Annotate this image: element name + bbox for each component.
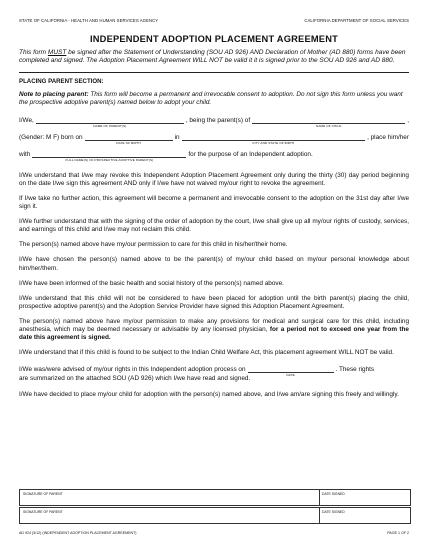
department-name: CALIFORNIA DEPARTMENT OF SOCIAL SERVICES [304,18,409,23]
advised-line: I/We was/were advised of my/our rights in this Independent adoption process on DATE . These rights [19,366,375,378]
paragraph-icwa: I/We understand that if this child is found to be subject to the Indian Child Welfare Act, this placement agreement WILL NOT be valid. [19,349,394,357]
date-signed-label: DATE SIGNED [322,492,345,496]
parent-signature-row-2[interactable] [19,507,411,524]
page-number: PAGE 1 OF 2 [387,531,409,535]
paragraph-custody: I/We further understand that with the signing of the order of adoption by the court, I/we shall give up all my/our rights of custody, services, and earnings of this child and I/we may not reclaim this child. [19,218,409,234]
paragraph-placement: I/We understand that this child will not be considered to have been placed for adoption until the birth parent(s) placing the child, prospective adoptive parent(s) and the Adoption Service Provider have signed this Adoption Placement Agreement. [19,294,409,310]
birth-city-state-field[interactable]: CITY AND STATE OF BIRTH [182,133,366,141]
signature-divider [319,490,320,505]
note-to-placing-parent: Note to placing parent: This form will become a permanent and irrevocable consent to adoption. Do not sign this form unless you want the prospective adoptive parent(s) named below to adopt your child. [19,90,403,106]
form-number: AD 924 (3/12) (INDEPENDENT ADOPTION PLACEMENT AGREEMENT) [19,531,137,535]
date-signed-label: DATE SIGNED [322,510,345,514]
advised-date-field[interactable]: DATE [248,365,334,373]
note-label: Note to placing parent: [19,90,89,98]
paragraph-decision: I/We have decided to place my/our child for adoption with the person(s) named above, and I/we am/are signing this freely and willingly. [19,391,399,399]
section-title: PLACING PARENT SECTION: [19,77,104,85]
paragraph-chosen: I/We have chosen the person(s) named above to be the parent(s) of my/our child based on my/our personal knowledge about him/her/them. [19,256,409,272]
advised-line-2: are summarized on the attached SOU (AD 926) which I/we have read and signed. [19,375,251,383]
form-line-prospective: with FULL NAME(S) OF PROSPECTIVE ADOPTIVE PARENT(S) for the purpose of an Independent adoption. [19,150,313,162]
intro-text: This form MUST be signed after the Statement of Understanding (SOU AD 926) AND Declaration of Mother (AD 880) forms have been completed and signed. The Adoption Placement Agreement WILL NOT be valid it it is signed prior to the SOU AD 926 and AD 880. [19,49,406,65]
must-emphasis: MUST [47,49,67,56]
parent-names-field[interactable]: NAME OF PARENT(S) [36,116,184,124]
paragraph-irrevocable: If I/we take no further action, this agreement will become a permanent and irrevocable consent to the adoption on the 31st day after I/we sign it. [19,194,409,211]
date-of-birth-field[interactable]: DATE OF BIRTH [85,133,173,141]
paragraph-medical: The person(s) named above have my/our permission to make any provisions for medical and surgical care for this child, including anesthesia, which may be deemed necessary or advisable by any licensed physician, for a period not to exceed one year from the date this agreement is signed. [19,317,409,342]
signature-label: SIGNATURE OF PARENT [23,492,63,496]
prospective-parents-field[interactable]: FULL NAME(S) OF PROSPECTIVE ADOPTIVE PARENT(S) [32,150,186,158]
paragraph-permission: The person(s) named above have my/our permission to care for this child in his/her/their home. [19,241,288,249]
agency-name: STATE OF CALIFORNIA - HEALTH AND HUMAN SERVICES AGENCY [19,18,159,23]
medical-limit: for a period not to exceed one year from the date this agreement is signed. [19,326,409,342]
paragraph-informed: I/We have been informed of the basic health and social history of the person(s) named above. [19,279,284,287]
page-header [19,0,409,23]
signature-label: SIGNATURE OF PARENT [23,510,63,514]
form-line-parents: I/We, NAME OF PARENT(S) , being the parent(s) of NAME OF CHILD , [19,116,409,128]
signature-divider [319,508,320,523]
child-name-field[interactable]: NAME OF CHILD [252,116,405,124]
paragraph-revoke: I/We understand that I/we may revoke this Independent Adoption Placement Agreement only during the thirty (30) day period beginning on the date I/we sign this agreement AND only if I/we have not waived my/our right to revoke the agreement. [19,171,409,187]
page-footer [19,531,409,535]
form-line-birth: (Gender: M F) born on DATE OF BIRTH in CITY AND STATE OF BIRTH , place him/her [19,133,409,145]
parent-signature-row-1[interactable] [19,489,411,506]
form-title: INDEPENDENT ADOPTION PLACEMENT AGREEMENT [89,34,338,44]
section-divider [19,72,409,73]
